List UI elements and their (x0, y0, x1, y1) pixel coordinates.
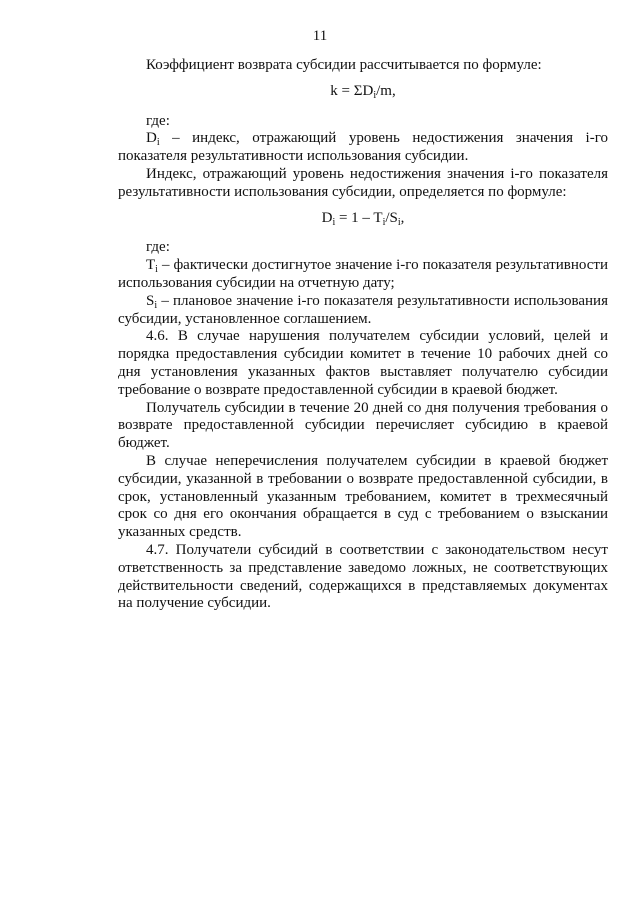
paragraph-4-7: 4.7. Получатели субсидий в соответствии с законодательством несут ответственность за представление заведомо ложных, не соответствующих действительности сведений, содержащихся в представляемых документах на получение субсидии. (118, 541, 608, 612)
paragraph-4-6-return: Получатель субсидии в течение 20 дней со дня получения требования о возврате предоставленной субсидии перечисляет субсидию в краевой бюджет. (118, 399, 608, 452)
page-number: 11 (312, 28, 328, 44)
paragraph-index-intro: Индекс, отражающий уровень недостижения значения i-го показателя результативности использования субсидии, определяется по формуле: (118, 165, 608, 200)
formula-di (118, 210, 608, 228)
formula-k (118, 83, 608, 101)
formula-k-subscript: i (373, 89, 377, 101)
definition-ti-text: – фактически достигнутое значение i-го показателя результативности использования субсидии на отчетную дату; (118, 257, 608, 291)
definition-di (118, 130, 608, 166)
definition-ti (118, 257, 608, 293)
paragraph-4-6-court: В случае неперечисления получателем субсидии в краевой бюджет субсидии, указанной в требовании о возврате предоставленной субсидии, в срок, установленный указанным требованием, комитет в трехмесячный срок со дня его окончания обращается в суд с требованием о взыскании указанных средств. (118, 452, 608, 541)
formula-di-part: /S (385, 209, 398, 226)
definition-di-text: – индекс, отражающий уровень недостижения значения i-го показателя результативности использования субсидии. (118, 130, 608, 165)
symbol-d: D (146, 130, 157, 147)
formula-k-part: /m, (376, 82, 396, 99)
formula-di-part: , (400, 209, 405, 226)
paragraph-4-6: 4.6. В случае нарушения получателем субсидии условий, целей и порядка предоставления субсидии комитет в течение 10 рабочих дней со дня установления указанных фактов выставляет получателю субсидии требование о возврате предоставленной субсидии в краевой бюджет. (118, 328, 608, 398)
where-label: где: (146, 112, 170, 129)
definition-si (118, 293, 608, 329)
symbol-s: S (146, 292, 155, 309)
formula-k-part: k = ΣD (330, 82, 374, 99)
definition-si-text: – плановое значение i-го показателя результативности использования субсидии, установленное соглашением. (118, 292, 608, 327)
formula-di-part: D (321, 209, 333, 226)
formula-di-part: = 1 – T (335, 209, 383, 226)
paragraph-formula-intro: Коэффициент возврата субсидии рассчитывается по формуле: (146, 57, 542, 73)
symbol-d-subscript: i (156, 137, 160, 149)
formula-di-subscript: i (382, 216, 386, 228)
symbol-t-subscript: i (155, 264, 158, 276)
formula-di-subscript: i (397, 216, 401, 228)
document-body (118, 57, 608, 613)
symbol-t: T (146, 257, 156, 274)
symbol-s-subscript: i (154, 299, 158, 311)
formula-di-subscript: i (332, 216, 336, 228)
where-label: где: (146, 239, 170, 256)
